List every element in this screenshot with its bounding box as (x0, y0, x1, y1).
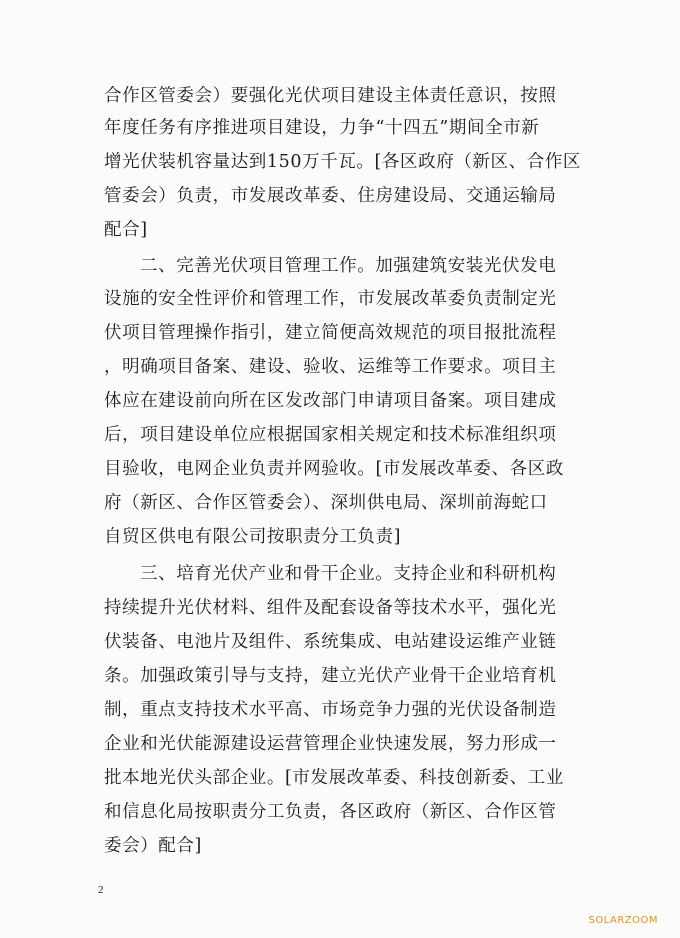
text-line: 管委会）负责，市发展改革委、住房建设局、交通运输局 (104, 186, 557, 206)
text-line: 配合] (104, 220, 148, 240)
text-line: 府（新区、合作区管委会）、深圳供电局、深圳前海蛇口 (104, 493, 548, 513)
text-line: 企业和光伏能源建设运营管理企业快速发展，努力形成一 (104, 734, 557, 754)
section-heading-line: 三、培育光伏产业和骨干企业。支持企业和科研机构 (140, 564, 557, 584)
text-line: 目验收，电网企业负责并网验收。[市发展改革委、各区政 (104, 459, 564, 479)
watermark-logo: SOLARZOOM (588, 915, 658, 926)
text-line: 伏项目管理操作指引，建立简便高效规范的项目报批流程 (104, 323, 557, 343)
text-line: 年度任务有序推进项目建设，力争“十四五”期间全市新 (104, 118, 540, 138)
text-line: 伏装备、电池片及组件、系统集成、电站建设运维产业链 (104, 632, 557, 652)
text-line: 自贸区供电有限公司按职责分工负责] (104, 527, 402, 547)
text-line: 合作区管委会）要强化光伏项目建设主体责任意识，按照 (104, 86, 557, 106)
section-heading-line: 二、完善光伏项目管理工作。加强建筑安装光伏发电 (140, 256, 557, 276)
text-line: 增光伏装机容量达到150万千瓦。[各区政府（新区、合作区 (104, 152, 582, 172)
text-line: ，明确项目备案、建设、验收、运维等工作要求。项目主 (104, 357, 557, 377)
text-line: 设施的安全性评价和管理工作，市发展改革委负责制定光 (104, 289, 557, 309)
page-number: 2 (98, 884, 104, 896)
text-line: 和信息化局按职责分工负责，各区政府（新区、合作区管 (104, 802, 557, 822)
text-line: 持续提升光伏材料、组件及配套设备等技术水平，强化光 (104, 598, 557, 618)
text-line: 批本地光伏头部企业。[市发展改革委、科技创新委、工业 (104, 768, 564, 788)
text-line: 后，项目建设单位应根据国家相关规定和技术标准组织项 (104, 425, 557, 445)
text-line: 制，重点支持技术水平高、市场竞争力强的光伏设备制造 (104, 700, 557, 720)
text-line: 体应在建设前向所在区发改部门申请项目备案。项目建成 (104, 391, 557, 411)
text-line: 委会）配合] (104, 836, 202, 856)
text-line: 条。加强政策引导与支持，建立光伏产业骨干企业培育机 (104, 666, 557, 686)
